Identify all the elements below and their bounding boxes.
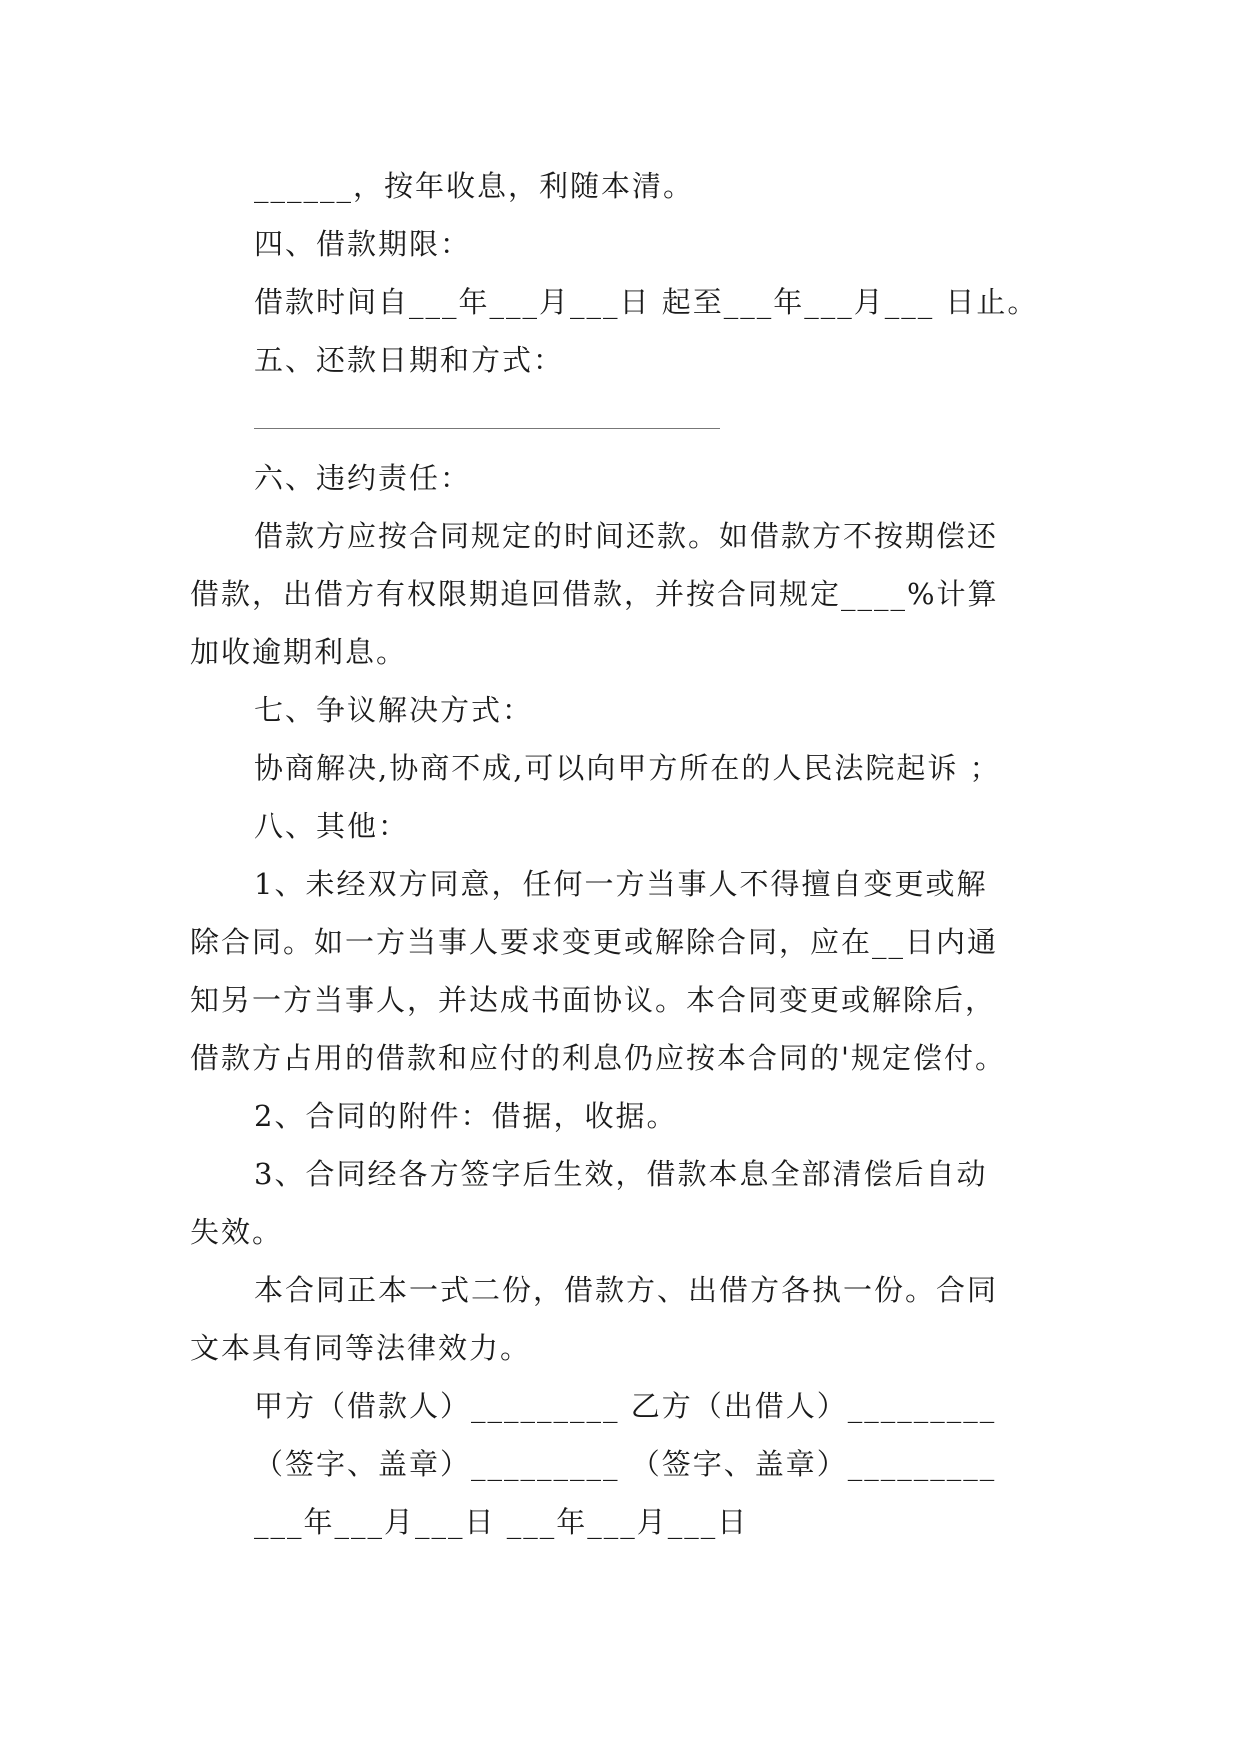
copies-line-1: 本合同正本一式二份，借款方、出借方各执一份。合同 <box>254 1273 999 1307</box>
copies-line-2: 文本具有同等法律效力。 <box>190 1331 532 1365</box>
repayment-blank-line <box>254 428 720 429</box>
signature-line: （签字、盖章）_________ （签字、盖章）_________ <box>254 1447 997 1481</box>
clause-8-item-1-line-3: 知另一方当事人，并达成书面协议。本合同变更或解除后， <box>190 983 997 1017</box>
clause-8-item-3-line-2: 失效。 <box>190 1215 284 1249</box>
clause-8-heading: 八、其他： <box>254 809 410 843</box>
clause-6-text-2: 借款，出借方有权限期追回借款，并按合同规定____%计算 <box>190 577 999 611</box>
clause-3-continuation: ______，按年收息，利随本清。 <box>254 169 695 203</box>
loan-period-text: 借款时间自___年___月___日 起至___年___月___ 日止。 <box>254 285 1039 319</box>
clause-6-heading: 六、违约责任： <box>254 461 472 495</box>
clause-6-text-1: 借款方应按合同规定的时间还款。如借款方不按期偿还 <box>254 519 999 553</box>
clause-8-item-1-line-2: 除合同。如一方当事人要求变更或解除合同，应在__日内通 <box>190 925 999 959</box>
clause-8-item-1-line-1: 1、未经双方同意，任何一方当事人不得擅自变更或解 <box>254 867 988 901</box>
clause-5-heading: 五、还款日期和方式： <box>254 343 565 377</box>
clause-4-heading: 四、借款期限： <box>254 227 472 261</box>
date-line: ___年___月___日 ___年___月___日 <box>254 1505 749 1539</box>
clause-6-text-3: 加收逾期利息。 <box>190 635 408 669</box>
clause-8-item-2: 2、合同的附件：借据，收据。 <box>254 1099 678 1133</box>
clause-7-heading: 七、争议解决方式： <box>254 693 534 727</box>
clause-8-item-3-line-1: 3、合同经各方签字后生效，借款本息全部清偿后自动 <box>254 1157 988 1191</box>
party-line: 甲方（借款人）_________ 乙方（出借人）_________ <box>254 1389 997 1423</box>
clause-7-text: 协商解决,协商不成,可以向甲方所在的人民法院起诉 ； <box>254 751 1001 785</box>
clause-8-item-1-line-4: 借款方占用的借款和应付的利息仍应按本合同的'规定偿付。 <box>190 1041 1006 1075</box>
